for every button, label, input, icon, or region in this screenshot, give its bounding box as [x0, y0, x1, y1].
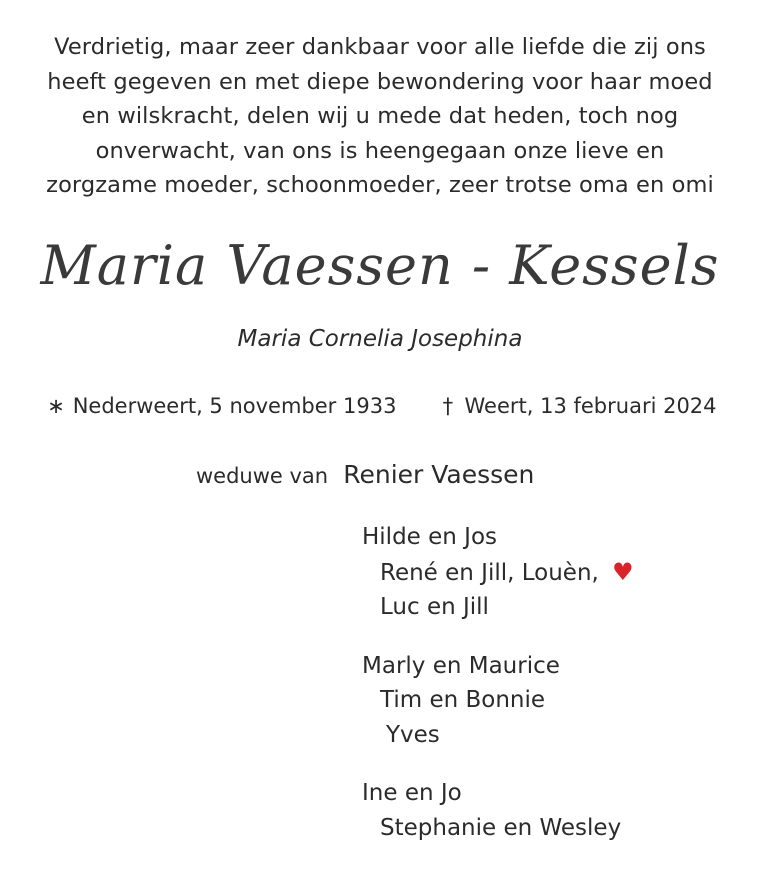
intro-text — [0, 30, 760, 203]
widow-line — [196, 460, 534, 489]
intro-line: Verdrietig, maar zeer dankbaar voor alle liefde die zij ons — [54, 34, 706, 60]
family-list — [362, 520, 634, 869]
birth-star-icon: ∗ — [47, 394, 65, 418]
family-parents: Marly en Maurice — [362, 652, 560, 679]
family-child-text: René en Jill, Louèn, — [380, 559, 599, 586]
family-child: Luc en Jill — [380, 594, 489, 620]
life-dates — [46, 390, 726, 422]
family-parents: Ine en Jo — [362, 780, 462, 806]
intro-line: zorgzame moeder, schoonmoeder, zeer trotse oma en omi — [46, 172, 714, 198]
family-child — [362, 555, 634, 591]
deceased-name: Maria Vaessen - Kessels — [40, 234, 720, 297]
intro-line: onverwacht, van ons is heengegaan onze lieve en — [95, 137, 665, 164]
heart-icon: ♥ — [612, 557, 634, 586]
deceased-full-name: Maria Cornelia Josephina — [237, 326, 523, 352]
family-parents: Hilde en Jos — [362, 524, 498, 550]
family-group — [362, 776, 634, 845]
family-group — [362, 649, 634, 753]
intro-line: heeft gegeven en met diepe bewondering voor haar moed — [47, 68, 713, 95]
death-info: Weert, 13 februari 2024 — [464, 394, 717, 418]
death-cross-icon: † — [442, 394, 454, 418]
birth-info: Nederweert, 5 november 1933 — [72, 394, 397, 418]
family-child: Yves — [386, 721, 440, 748]
family-group — [362, 520, 634, 625]
family-child: Stephanie en Wesley — [380, 814, 622, 841]
intro-line: en wilskracht, delen wij u mede dat heden, toch nog — [81, 103, 679, 129]
spouse-name: Renier Vaessen — [343, 460, 535, 489]
widow-label: weduwe van — [196, 464, 329, 488]
family-child: Tim en Bonnie — [380, 687, 546, 713]
